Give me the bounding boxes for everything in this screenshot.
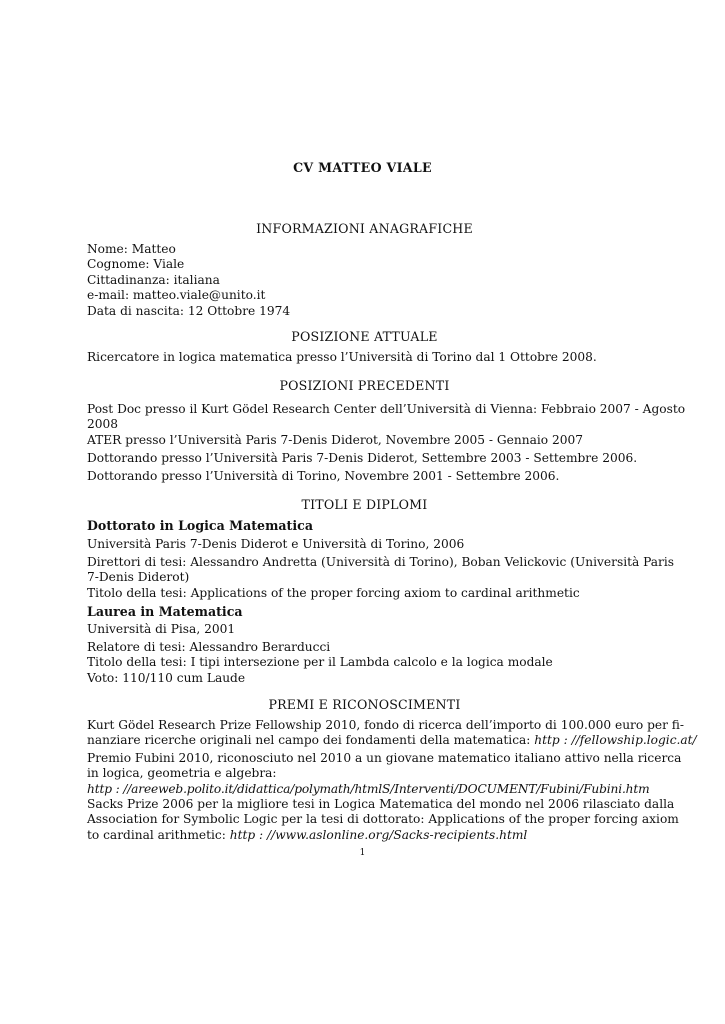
dottorato-heading: Dottorato in Logica Matematica: [87, 518, 313, 533]
section-heading-anagrafica: INFORMAZIONI ANAGRAFICHE: [256, 221, 473, 236]
premio-sacks-line1: Sacks Prize 2006 per la migliore tesi in Logica Matematica del mondo nel 2006 rilasciato dalla: [87, 797, 675, 811]
anagrafica-cittadinanza: Cittadinanza: italiana: [87, 272, 220, 287]
laurea-titolo-tesi: Titolo della tesi: I tipi intersezione per il Lambda calcolo e la logica modale: [87, 655, 553, 670]
posizione-precedente-1: [87, 402, 686, 433]
section-titoli: [87, 497, 642, 512]
premio-fubini-line1: Premio Fubini 2010, riconosciuto nel 2010 a un giovane matematico italiano attivo nella ricerca: [87, 751, 682, 765]
dottorato-universita: Università Paris 7-Denis Diderot e Università di Torino, 2006: [87, 537, 465, 551]
posizione-precedente-2: [87, 433, 642, 448]
posizione-attuale-body: [87, 350, 642, 365]
section-anagrafica: [87, 221, 642, 236]
dottorato-details-2: [87, 555, 675, 601]
posizione-precedente-3: [87, 451, 642, 466]
laurea-relatore: Relatore di tesi: Alessandro Berarducci: [87, 640, 331, 654]
anagrafica-nome: Nome: Matteo: [87, 242, 176, 256]
premio-sacks-line2: Association for Symbolic Logic per la tesi di dottorato: Applications of the proper forcing axiom: [87, 812, 679, 827]
premio-fubini-link[interactable]: http : //areeweb.polito.it/didattica/polymath/htmlS/Interventi/DOCUMENT/Fubini/Fubini.htm: [87, 781, 650, 796]
document-title: CV MATTEO VIALE: [293, 160, 432, 175]
laurea-voto: Voto: 110/110 cum Laude: [87, 670, 246, 685]
premio-fubini: [87, 751, 682, 797]
premio-sacks-line3-text: to cardinal arithmetic:: [87, 827, 230, 842]
posizione-precedente-1-line1: Post Doc presso il Kurt Gödel Research Center dell’Università di Vienna: Febbraio 2007 - Agosto: [87, 402, 686, 416]
anagrafica-nascita: Data di nascita: 12 Ottobre 1974: [87, 303, 291, 318]
dottorato-direttori-line2: 7-Denis Diderot): [87, 570, 190, 585]
premio-godel-line1: Kurt Gödel Research Prize Fellowship 2010, fondo di ricerca dell’importo di 100.000 euro per fi-: [87, 718, 685, 732]
dottorato-direttori-line1: Direttori di tesi: Alessandro Andretta (Università di Torino), Boban Velickovic (Università Paris: [87, 555, 675, 569]
section-heading-posizioni-precedenti: POSIZIONI PRECEDENTI: [279, 378, 450, 393]
posizione-precedente-4-text: Dottorando presso l’Università di Torino, Novembre 2001 - Settembre 2006.: [87, 469, 560, 483]
dottorato-block: [87, 518, 642, 533]
section-premi: [87, 697, 642, 712]
section-heading-premi: PREMI E RICONOSCIMENTI: [268, 697, 461, 712]
premio-sacks-link[interactable]: http : //www.aslonline.org/Sacks-recipients.html: [229, 827, 528, 842]
premio-godel-line2: [87, 733, 697, 748]
posizione-precedente-2-text: ATER presso l’Università Paris 7-Denis Diderot, Novembre 2005 - Gennaio 2007: [87, 433, 583, 447]
posizione-precedente-1-line2: 2008: [87, 417, 119, 432]
dottorato-titolo-tesi: Titolo della tesi: Applications of the proper forcing axiom to cardinal arithmetic: [87, 585, 580, 600]
section-posizioni-precedenti: [87, 378, 642, 393]
anagrafica-cognome: Cognome: Viale: [87, 257, 185, 272]
section-posizione-attuale: [87, 329, 642, 344]
laurea-block: [87, 604, 642, 619]
anagrafica-list: [87, 242, 642, 319]
premio-sacks-line3: [87, 828, 642, 843]
page-number: 1: [359, 848, 366, 858]
premio-fubini-line2: in logica, geometria e algebra:: [87, 766, 277, 781]
section-heading-posizione-attuale: POSIZIONE ATTUALE: [291, 329, 438, 344]
laurea-heading: Laurea in Matematica: [87, 604, 243, 619]
premio-sacks: [87, 797, 679, 843]
laurea-universita: Università di Pisa, 2001: [87, 622, 236, 636]
section-heading-titoli: TITOLI E DIPLOMI: [301, 497, 428, 512]
laurea-details: [87, 622, 642, 637]
posizione-attuale-text: Ricercatore in logica matematica presso l’Università di Torino dal 1 Ottobre 2008.: [87, 350, 597, 364]
posizione-precedente-3-text: Dottorando presso l’Università Paris 7-Denis Diderot, Settembre 2003 - Settembre 2006.: [87, 451, 638, 465]
dottorato-details: [87, 537, 642, 552]
anagrafica-email: e-mail: matteo.viale@unito.it: [87, 288, 266, 303]
laurea-details-2: [87, 640, 642, 686]
premio-godel: [87, 718, 697, 749]
premio-godel-link[interactable]: http : //fellowship.logic.at/: [534, 733, 697, 748]
posizione-precedente-4: [87, 469, 642, 484]
premio-godel-line2-text: nanziare ricerche originali nel campo dei fondamenti della matematica:: [87, 733, 535, 748]
